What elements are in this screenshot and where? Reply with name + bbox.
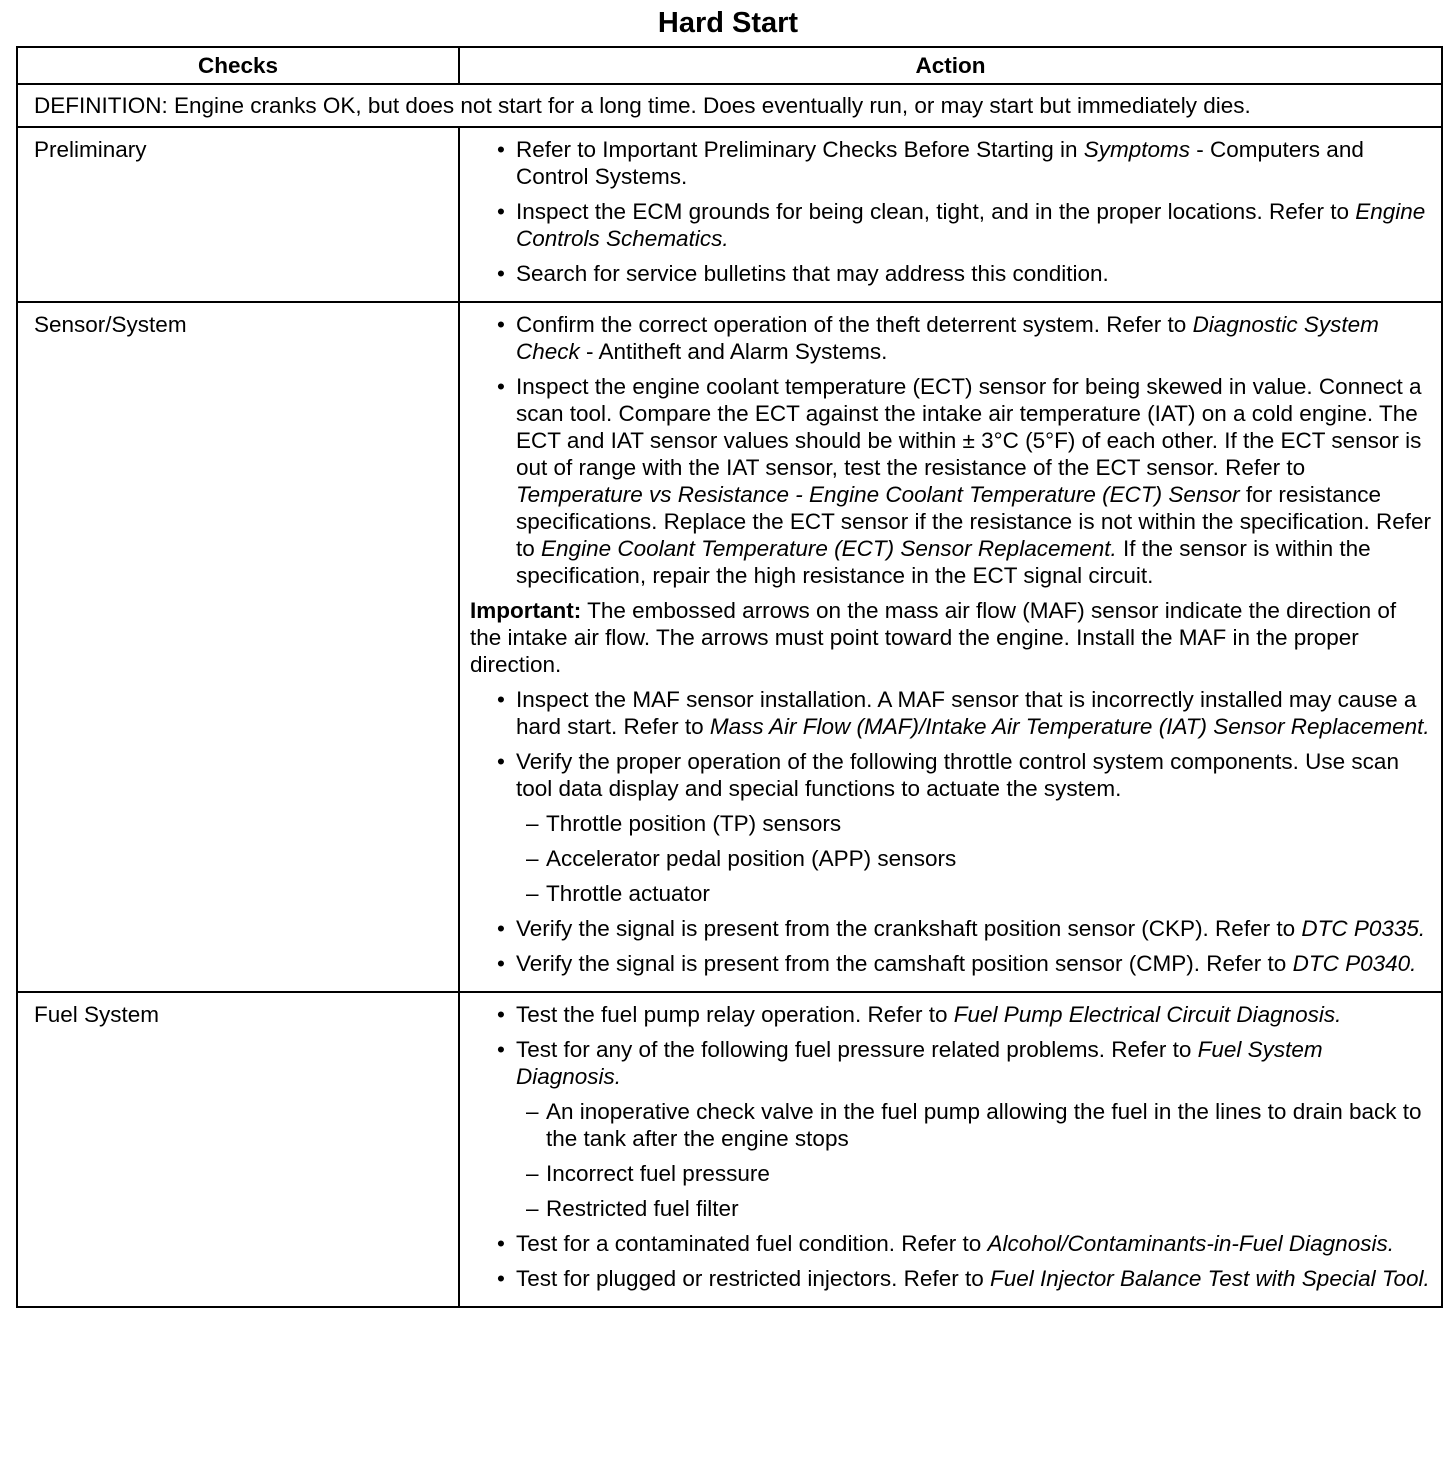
bullet-item <box>486 260 1433 287</box>
bullet-text <box>516 373 1433 589</box>
bullet-text <box>516 748 1433 802</box>
dash-text <box>546 880 1433 907</box>
text-run: for resistance specifications. Replace the ECT sensor if the resistance is not within the specification. Refer to <box>516 482 1432 561</box>
text-run: Refer to Important Preliminary Checks Before Starting in <box>516 137 1084 162</box>
text-run: Inspect the ECM grounds for being clean, tight, and in the proper locations. Refer to <box>516 199 1356 224</box>
check-name: Preliminary <box>17 127 459 302</box>
text-run: If the sensor is within the specification, repair the high resistance in the ECT signal circuit. <box>516 536 1371 588</box>
text-run: An inoperative check valve in the fuel pump allowing the fuel in the lines to drain back to the tank after the engine stops <box>546 1099 1422 1151</box>
dash-text <box>546 1160 1433 1187</box>
bullet-item <box>486 748 1433 802</box>
text-run: Test the fuel pump relay operation. Refer to <box>516 1002 954 1027</box>
reference-text: DTC P0340. <box>1292 951 1417 976</box>
bullet-marker: • <box>497 687 505 712</box>
bullet-item <box>486 1265 1433 1292</box>
table-body <box>17 84 1442 1307</box>
dash-marker: – <box>526 811 539 836</box>
definition-text: DEFINITION: Engine cranks OK, but does not start for a long time. Does eventually run, or may start but immediately dies. <box>17 84 1442 127</box>
bullet-marker: • <box>497 749 505 774</box>
text-run: Throttle actuator <box>546 881 710 906</box>
reference-text: Fuel Pump Electrical Circuit Diagnosis. <box>953 1002 1342 1027</box>
bullet-item <box>486 136 1433 190</box>
text-run: Accelerator pedal position (APP) sensors <box>546 846 957 871</box>
bullet-item <box>486 950 1433 977</box>
dash-item <box>526 1195 1433 1222</box>
bullet-text <box>516 686 1433 740</box>
bullet-marker: • <box>497 1002 505 1027</box>
bullet-text <box>516 915 1433 942</box>
bullet-marker: • <box>497 137 505 162</box>
dash-item <box>526 880 1433 907</box>
dash-marker: – <box>526 846 539 871</box>
bullet-item <box>486 311 1433 365</box>
reference-text: Engine Coolant Temperature (ECT) Sensor Replacement. <box>541 536 1117 561</box>
check-name: Fuel System <box>17 992 459 1307</box>
bullet-text <box>516 136 1433 190</box>
reference-text: Temperature vs Resistance - Engine Coolant Temperature (ECT) Sensor <box>516 482 1240 507</box>
text-run: Test for plugged or restricted injectors. Refer to <box>516 1266 990 1291</box>
text-run: Test for any of the following fuel pressure related problems. Refer to <box>516 1037 1198 1062</box>
dash-text <box>546 845 1433 872</box>
reference-text: Fuel Injector Balance Test with Special Tool. <box>989 1266 1430 1291</box>
text-run: Verify the proper operation of the following throttle control system components. Use scan tool data display and special functions to actuate the system. <box>516 749 1399 801</box>
dash-marker: – <box>526 1099 539 1124</box>
bullet-item <box>486 686 1433 740</box>
text-run: Throttle position (TP) sensors <box>546 811 842 836</box>
bullet-text <box>516 1230 1433 1257</box>
dash-item <box>526 845 1433 872</box>
bullet-text <box>516 1265 1433 1292</box>
hard-start-table <box>16 46 1443 1308</box>
reference-text: Symptoms <box>1083 137 1191 162</box>
bullet-text <box>516 1036 1433 1090</box>
bullet-text <box>516 950 1433 977</box>
text-run: Inspect the engine coolant temperature (ECT) sensor for being skewed in value. Connect a scan tool. Compare the ECT against the intake air temperature (IAT) on a cold engine. The ECT and IAT sensor values should be within ± 3°C (5°F) of each other. If the ECT sensor is out of range with the IAT sensor, test the resistance of the ECT sensor. Refer to <box>516 374 1422 480</box>
dash-marker: – <box>526 881 539 906</box>
bullet-marker: • <box>497 951 505 976</box>
header-row <box>17 47 1442 84</box>
bullet-marker: • <box>497 1037 505 1062</box>
bullet-text <box>516 260 1433 287</box>
text-run: Confirm the correct operation of the theft deterrent system. Refer to <box>516 312 1193 337</box>
dash-text <box>546 1195 1433 1222</box>
action-header: Action <box>459 47 1442 84</box>
action-cell <box>459 992 1442 1307</box>
bullet-marker: • <box>497 261 505 286</box>
dash-text <box>546 810 1433 837</box>
check-name: Sensor/System <box>17 302 459 992</box>
bullet-marker: • <box>497 1266 505 1291</box>
page-title: Hard Start <box>657 7 799 39</box>
dash-text <box>546 1098 1433 1152</box>
bullet-item <box>486 373 1433 589</box>
definition-row <box>17 84 1442 127</box>
text-run: Incorrect fuel pressure <box>546 1161 770 1186</box>
text-run: Verify the signal is present from the camshaft position sensor (CMP). Refer to <box>516 951 1293 976</box>
dash-item <box>526 1098 1433 1152</box>
reference-text: Mass Air Flow (MAF)/Intake Air Temperature (IAT) Sensor Replacement. <box>709 714 1430 739</box>
section-row <box>17 127 1442 302</box>
bullet-item <box>486 915 1433 942</box>
important-note <box>470 597 1433 678</box>
text-run: - Antitheft and Alarm Systems. <box>579 339 888 364</box>
section-row <box>17 992 1442 1307</box>
bullet-item <box>486 1036 1433 1090</box>
bullet-item <box>486 198 1433 252</box>
reference-text: DTC P0335. <box>1301 916 1426 941</box>
bullet-marker: • <box>497 1231 505 1256</box>
text-run: Test for a contaminated fuel condition. Refer to <box>516 1231 988 1256</box>
dash-item <box>526 1160 1433 1187</box>
reference-text: Diagnostic System Check <box>516 312 1379 364</box>
checks-header: Checks <box>17 47 459 84</box>
text-run: The embossed arrows on the mass air flow (MAF) sensor indicate the direction of the intake air flow. The arrows must point toward the engine. Install the MAF in the proper direction. <box>470 598 1397 677</box>
bullet-text <box>516 198 1433 252</box>
bullet-marker: • <box>497 199 505 224</box>
reference-text: Alcohol/Contaminants-in-Fuel Diagnosis. <box>987 1231 1394 1256</box>
bullet-marker: • <box>497 374 505 399</box>
section-row <box>17 302 1442 992</box>
text-run: Restricted fuel filter <box>546 1196 739 1221</box>
text-run: Search for service bulletins that may address this condition. <box>516 261 1109 286</box>
bullet-text <box>516 311 1433 365</box>
note-label: Important: <box>470 598 582 623</box>
dash-item <box>526 810 1433 837</box>
dash-marker: – <box>526 1196 539 1221</box>
bullet-marker: • <box>497 312 505 337</box>
action-cell <box>459 302 1442 992</box>
reference-text: Fuel System Diagnosis. <box>516 1037 1323 1089</box>
text-run: Verify the signal is present from the crankshaft position sensor (CKP). Refer to <box>516 916 1302 941</box>
dash-marker: – <box>526 1161 539 1186</box>
bullet-item <box>486 1230 1433 1257</box>
text-run: Inspect the MAF sensor installation. A MAF sensor that is incorrectly installed may cause a hard start. Refer to <box>516 687 1417 739</box>
reference-text: Engine Controls Schematics. <box>516 199 1426 251</box>
text-run: - Computers and Control Systems. <box>516 137 1364 189</box>
action-cell <box>459 127 1442 302</box>
bullet-marker: • <box>497 916 505 941</box>
bullet-item <box>486 1001 1433 1028</box>
bullet-text <box>516 1001 1433 1028</box>
